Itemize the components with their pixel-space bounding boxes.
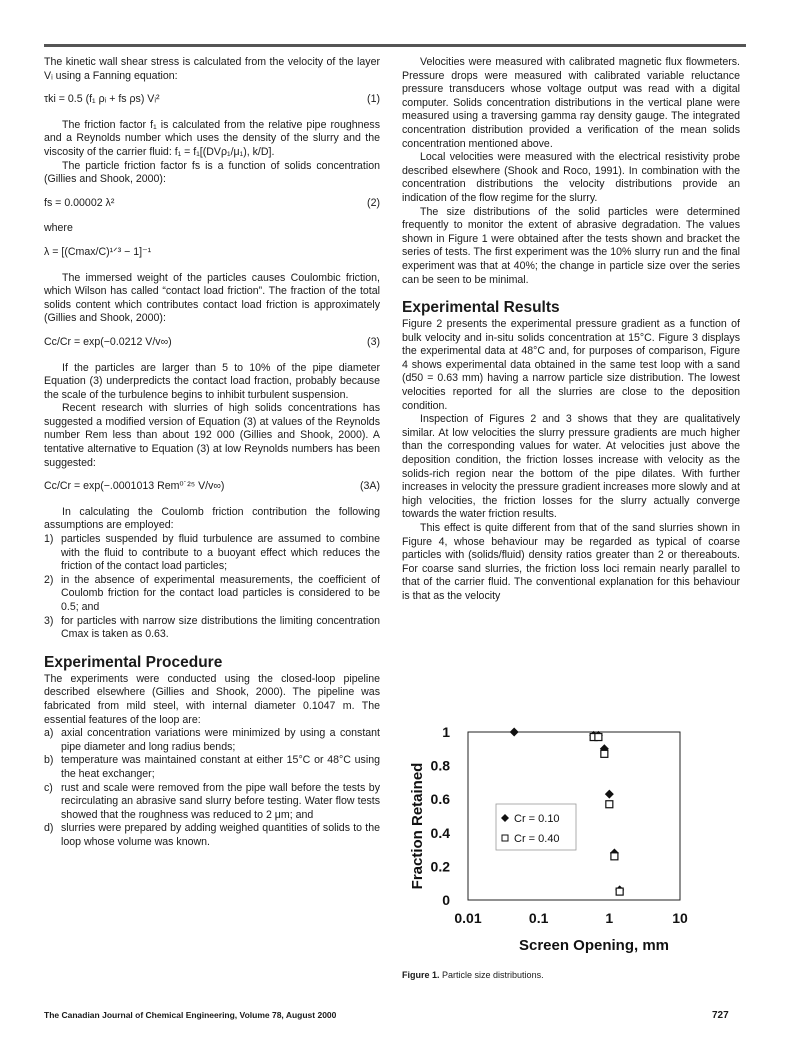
list-item (44, 574, 380, 615)
x-tick-label: 1 (605, 910, 614, 926)
equation-number: (2) (367, 196, 380, 209)
journal-footer: The Canadian Journal of Chemical Engineering, Volume 78, August 2000 (44, 1010, 337, 1020)
list-marker: 1) (44, 533, 54, 546)
y-tick-label: 0.6 (430, 791, 450, 808)
paragraph: Velocities were measured with calibrated magnetic flux flowmeters. Pressure drops were measured with calibrated variable reluctance pressure transducers whose voltage output was read with a digital computer. Solids concentration distributions in the vertical plane were measured using a traversing gamma ray density gauge. The integrated concentration distribution provided a verification of the mean solids concentration mentioned above. (402, 56, 740, 150)
paragraph: Recent research with slurries of high solids concentrations has suggested a modified version of Equation (3) at values of the Reynolds number Rem less than about 192 000 (Gillies and Shook, 2000). A tentative alternative to Equation (3) at low Reynolds numbers has been suggested: (44, 402, 380, 469)
header-rule (44, 44, 746, 47)
data-point-cr-040 (611, 853, 618, 860)
equation-2 (44, 197, 380, 211)
right-column (402, 56, 740, 604)
paragraph: The size distributions of the solid particles were determined frequently to monitor the extent of abrasive degradation. The values shown in Figure 1 were obtained after the tests shown and bracket the series of tests. The first experiment was the 10% slurry run and the final experiment was that at 40%; the change in particle size over the series can be seen to be minimal. (402, 205, 740, 286)
paragraph: This effect is quite different from that of the sand slurries shown in Figure 4, whose behaviour may be regarded as typical of coarse particles with (solids/fluid) density ratios greater than 2 or thereabouts. For coarse sand slurries, the friction loss loci remain nearly parallel to that of the carrier fluid. The conventional explanation for this behaviour is that as the velocity (402, 522, 740, 602)
y-axis-label: Fraction Retained (409, 762, 426, 890)
list-item (44, 754, 380, 781)
y-tick-label: 0 (442, 892, 450, 908)
figure-1-chart (400, 720, 746, 970)
x-tick-label: 10 (672, 910, 688, 926)
list-marker: b) (44, 754, 54, 767)
equation-number: (3A) (359, 480, 380, 493)
paragraph: The kinetic wall shear stress is calculated from the velocity of the layer Vᵢ using a Fanning equation: (44, 56, 380, 82)
list-text: axial concentration variations were minimized by using a constant pipe diameter and long radius bends; (61, 727, 380, 753)
paragraph: Inspection of Figures 2 and 3 shows that they are qualitatively similar. At low velocities the slurry pressure gradients are much higher than the corresponding values for water. At velocities just above the deposition condition, the friction losses increase with velocity as the solids-rich region near the bottom of the pipe dilates. With further increases in velocity the pressure gradient increases more slowly and at high velocities, the friction losses for the slurry actually converge towards the water friction results. (402, 413, 740, 521)
list-text: particles suspended by fluid turbulence are assumed to combine with the fluid to contribute to a buoyant effect which reduces the friction of the contact load particles; (61, 533, 380, 573)
list-text: in the absence of experimental measurements, the coefficient of Coulomb friction for the contact load particles is considered to be 0.5; and (61, 573, 380, 613)
figure-caption (402, 970, 544, 980)
x-tick-label: 0.1 (528, 910, 549, 926)
list-text: for particles with narrow size distributions the limiting concentration Cmax is taken as 0.63. (61, 614, 380, 641)
equation-text: fs = 0.00002 λ² (44, 196, 115, 209)
equation-1 (44, 93, 380, 107)
y-tick-label: 0.8 (430, 757, 450, 774)
data-point-cr-010 (510, 728, 519, 737)
paragraph: Figure 2 presents the experimental pressure gradient as a function of bulk velocity and in-situ solids concentration at 15°C. Figure 3 displays the experimental data at 48°C and, for purposes of comparison, Figure 4 shows experimental data obtained in the same test loop with a sand (d50 = 0.63 mm) having a narrow particle size distribution. The lowest velocities reported for all the slurries are close to the deposition condition. (402, 318, 740, 412)
paragraph: The particle friction factor fs is a function of solids concentration (Gillies and Shook, 2000): (44, 159, 380, 186)
equation-number: (1) (367, 93, 380, 106)
caption-text: Particle size distributions. (442, 970, 544, 980)
data-point-cr-010 (605, 790, 614, 799)
data-point-cr-040 (601, 750, 608, 757)
loop-features-list (44, 727, 380, 849)
page-number: 727 (712, 1010, 729, 1021)
x-tick-label: 0.01 (454, 910, 482, 926)
list-item (44, 782, 380, 823)
paragraph: where (44, 222, 73, 235)
left-column (44, 56, 380, 850)
paragraph: Local velocities were measured with the electrical resistivity probe described elsewhere (Shook and Roco, 1991). In combination with the concentration distributions the velocity distributions provide an indication of the flow regime for the slurry. (402, 151, 740, 204)
list-marker: a) (44, 727, 54, 740)
data-point-cr-040 (616, 888, 623, 895)
list-marker: 3) (44, 614, 54, 627)
y-tick-label: 0.2 (430, 858, 450, 875)
legend-marker-open-square (502, 835, 508, 841)
x-axis-label: Screen Opening, mm (518, 937, 670, 954)
list-item (44, 533, 380, 574)
equation-text: τki = 0.5 (f₁ ρᵢ + fs ρs) Vᵢ² (44, 93, 160, 106)
equation-lambda (44, 246, 380, 260)
list-item (44, 615, 380, 642)
paragraph: The experiments were conducted using the closed-loop pipeline described elsewhere (Gillies and Shook, 2000). The pipeline was fabricated from mild steel, with internal diameter 0.1047 m. The essential features of the loop are: (44, 672, 380, 726)
list-text: slurries were prepared by adding weighed quantities of solids to the loop whose volume was known. (61, 822, 380, 848)
paragraph: If the particles are larger than 5 to 10% of the pipe diameter Equation (3) underpredicts the contact load fraction, probably because the scale of the turbulence begins to inhibit turbulent suspension. (44, 361, 380, 401)
list-marker: 2) (44, 573, 54, 586)
equation-text: Cc/Cr = exp(−.0001013 Rem⁰˙²⁵ V/v∞) (44, 480, 225, 493)
legend-label: Cr = 0.10 (514, 813, 560, 825)
list-marker: c) (44, 781, 53, 794)
equation-number: (3) (367, 335, 380, 348)
equation-3a (44, 480, 380, 494)
paragraph: The friction factor f₁ is calculated from the relative pipe roughness and a Reynolds number which uses the density of the slurry and the viscosity of the carrier fluid: f₁ = f₁[(DVρ₁/μ₁), k/D]. (44, 118, 380, 158)
list-item (44, 727, 380, 754)
list-item (44, 822, 380, 849)
data-point-cr-040 (595, 734, 602, 741)
chart-svg (400, 720, 746, 970)
list-text: temperature was maintained constant at either 15°C or 48°C using the heat exchanger; (61, 754, 380, 780)
section-heading: Experimental Results (402, 299, 560, 317)
equation-3 (44, 336, 380, 350)
equation-text: Cc/Cr = exp(−0.0212 V/v∞) (44, 335, 172, 348)
legend-label: Cr = 0.40 (514, 833, 560, 845)
paragraph: In calculating the Coulomb friction contribution the following assumptions are employed: (44, 505, 380, 532)
list-marker: d) (44, 822, 54, 835)
y-tick-label: 1 (442, 724, 450, 740)
equation-text: λ = [(Cmax/C)¹ᐟ³ − 1]⁻¹ (44, 245, 152, 258)
list-text: rust and scale were removed from the pipe wall before the tests by recirculating an abrasive sand slurry before testing. Water flow tests showed that the roughness was reduced to 2 μm; and (61, 781, 380, 821)
paragraph: The immersed weight of the particles causes Coulombic friction, which Wilson has called “contact load friction”. The fraction of the total solids content which contributes contact load friction is approximately (Gillies and Shook, 2000): (44, 271, 380, 325)
section-heading: Experimental Procedure (44, 653, 223, 671)
data-point-cr-040 (606, 801, 613, 808)
caption-label: Figure 1. (402, 970, 440, 980)
y-tick-label: 0.4 (430, 824, 450, 841)
assumption-list (44, 533, 380, 642)
